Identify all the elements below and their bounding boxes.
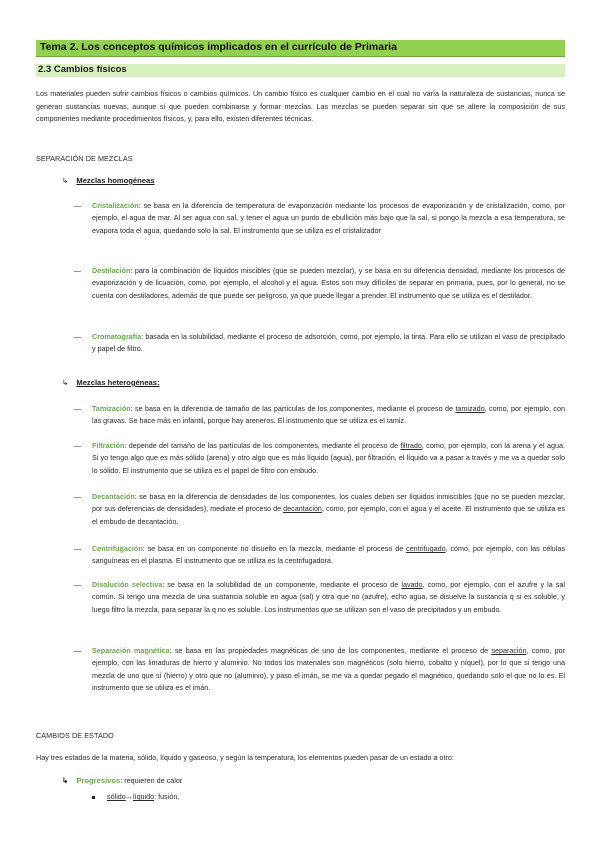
subheading-heterogeneas: ↳ Mezclas heterogéneas: — [62, 378, 160, 387]
subheading-homogeneas: ↳ Mezclas homogéneas — [62, 176, 155, 185]
process-name: filtrado — [400, 441, 422, 450]
long-dash-icon: — — [74, 266, 82, 275]
long-dash-icon: — — [74, 580, 82, 589]
section-title: 2.3 Cambios físicos — [38, 64, 127, 75]
list-item-destilacion — [74, 265, 565, 302]
list-item-cromatografia — [74, 331, 565, 356]
item-text: : para la combinación de líquidos miscibles (que se pueden mezclar), y se basa en su diferencia densidad, mediante los procesos de evaporización y de licuación, como, por ejemplo, el alcohol y el agua. Estos son muy difíciles de separar en primaria, pues, por lo general, no se cuenta con destiladores, además de que puede ser peligroso, ya que puede llegar a prender. El instrumento que se utiliza es el destilador. — [92, 266, 565, 300]
list-item-tamizacion: — Tamización: se basa en la diferencia de tamaño de las partículas de los componentes, mediante el proceso de tamizado, como, por ejemplo, con las gravas. Se hace más en infantil, porque hay areneros. El instrumento que se utiliza es el tamiz. — [74, 404, 565, 426]
list-item-decantacion: — Decantación: se basa en la diferencia de densidades de los componentes, los cuales deben ser líquidos inmiscibles (que no se pueden mezclar, por sus deferencias de densidades), mediate el proceso de decantación, como, por ejemplo, con el agua y el aceite. El instrumento que se utiliza es el embudo de decantación. — [74, 492, 566, 526]
process-name: separación — [491, 646, 527, 655]
item-text: : basada en la solubilidad, mediante el proceso de adsorción, como, por ejemplo, la tinta. Para ello se utilizan el vaso de precipitado y papel de filtro. — [92, 332, 565, 354]
page-title: Tema 2. Los conceptos químicos implicados en el currículo de Primaria — [40, 41, 397, 53]
arrow-icon: → — [125, 792, 133, 801]
subheading-progresivos: ↳ Progresivos: requieren de calor — [62, 776, 183, 785]
long-dash-icon: — — [74, 492, 82, 501]
list-item-separacion-magnetica: — Separación magnética: se basa en las propiedades magnéticas de uno de los componentes, mediante el proceso de separación, como, por ejemplo, con las limaduras de hierro y aluminio. No todos los materiales son magnéticos (solo hierro, cobalto y níquel), por lo que si tengo una mezcla de uno que sí (hierro) y otro que no (aluminio), y paso el imán, se me va a quedar pegado el magnético, quedando solo el que no lo es. El instrumento que se utiliza es el imán. — [74, 646, 565, 692]
long-dash-icon: — — [74, 404, 82, 413]
process-name: tamizado — [455, 404, 485, 413]
term-label: Tamización — [92, 404, 131, 413]
term-label: Destilación — [92, 266, 131, 275]
return-arrow-icon: ↳ — [62, 176, 69, 185]
bullet-item-fusion: sólido→líquido: fusión. — [92, 792, 179, 801]
long-dash-icon: — — [74, 544, 82, 553]
term-label: Cristalización — [92, 201, 139, 210]
list-item-cristalizacion — [74, 200, 565, 237]
separacion-heading: SEPARACIÓN DE MEZCLAS — [36, 154, 133, 163]
list-item-disolucion-selectiva: — Disolución selectiva: se basa en la solubilidad de un componente, mediante el proceso de lavado, como, por ejemplo, con el azufre y la sal común. Si tengo una mezcla de una sustancia soluble en agua (sal) y otra que no (azufre), echo agua, se disuelve la sustancia q si es soluble, y luego filtro la mezcla, para separar la q no es soluble. Los instrumentos que se utilizan son el vaso de precipitados y un embudo. — [74, 580, 565, 614]
cambios-heading: CAMBIOS DE ESTADO — [36, 731, 114, 740]
square-bullet-icon — [92, 796, 95, 799]
term-label: Separación magnética — [92, 646, 170, 655]
process-name: decantación — [283, 504, 322, 514]
item-text: : se basa en la diferencia de temperatura de evaporización mediante los procesos de evaporización y de cristalización, como, por ejemplo, el agua de mar. Al ser agua con sal, y tener el agua un punto de ebullición más bajo que la sal, si pongo la mezcla a esa temperatura, se evapora toda el agua, quedando solo la sal. El instrumento que se utiliza es el cristalizador — [92, 201, 565, 235]
process-name: lavado — [401, 580, 423, 589]
title-bar — [36, 40, 565, 57]
term-label: Centrifugación — [92, 544, 143, 553]
term-label: Cromatografía — [92, 332, 142, 341]
term-label: Disolución selectiva — [92, 580, 163, 589]
term-label: Filtración — [92, 441, 125, 450]
long-dash-icon: — — [74, 441, 82, 450]
long-dash-icon: — — [74, 646, 82, 655]
return-arrow-icon: ↳ — [62, 378, 69, 387]
process-name: centrifugado — [406, 544, 446, 553]
long-dash-icon: — — [74, 201, 82, 210]
section-bar — [36, 64, 565, 77]
list-item-centrifugacion: — Centrifugación: se basa en un componente no disuelto en la mezcla, mediante el proceso de centrifugado, como, por ejemplo, con las células sanguíneas en el plasma. El instrumento que se utiliza es la centrifugadora. — [74, 544, 565, 566]
intro-paragraph: Los materiales pueden sufrir cambios físicos o cambios químicos. Un cambio físico es cualquier cambio en el cual no varía la naturaleza de sustancias, nunca se generan sustancias nuevas, aunque sí que pueden combinarse y formar mezclas. Las mezclas se pueden separar sin que se altere la composición de sus componentes mediante procedimientos físicos, y, para ello, existen diferentes técnicas. — [36, 89, 565, 123]
long-dash-icon: — — [74, 332, 82, 341]
list-item-filtracion: — Filtración: depende del tamaño de las partículas de los componentes, mediante el proceso de filtrado, como, por ejemplo, con la arena y el agua. Si yo tengo algo que es más sólido (arena) y otro algo que es más líquido (agua), por filtración, el líquido va a pasar a través y me va a quedar solo lo sólido. El instrumento que se utiliza es el papel de filtro con embudo. — [74, 441, 565, 475]
return-arrow-icon: ↳ — [62, 776, 69, 785]
term-label: Decantación — [92, 492, 135, 501]
cambios-intro: Hay tres estados de la materia, sólido, líquido y gaseoso, y según la temperatura, los elementos pueden pasar de un estado a otro: — [36, 753, 454, 762]
